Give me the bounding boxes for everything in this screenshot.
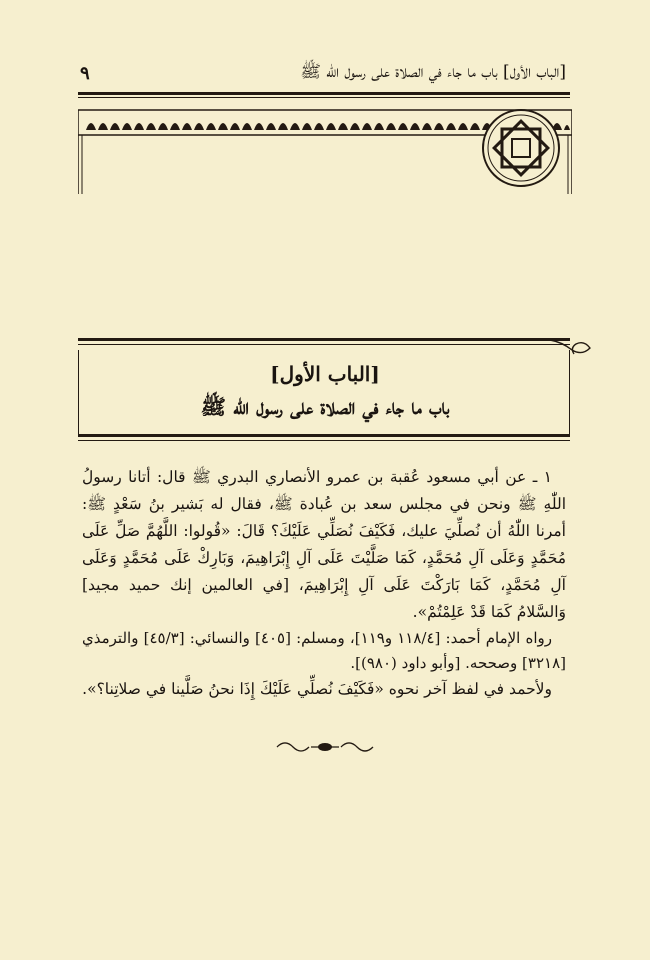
header-rule <box>78 92 570 95</box>
chapter-label: [الباب الأول] <box>270 362 380 386</box>
chapter-rule-bottom <box>78 434 570 437</box>
running-title: [الباب الأول] باب ما جاء في الصلاة على رسول الله ﷺ <box>300 61 566 82</box>
hadith-paragraph: ١ ـ عن أبي مسعود عُقبة بن عمرو الأنصاري البدري ﷺ قال: أتانا رسولُ اللّٰهِ ﷺ ونحن في مجلس سعد بن عُبادة ﷺ، فقال له بَشير بنُ سَعْدٍ ﷺ: أمرنا اللّٰهُ أن نُصلِّيَ عليك، فَكَيْفَ نُصَلِّي عَلَيْكَ؟ قَالَ: «قُولوا: اللَّهُمَّ صَلِّ عَلَى مُحَمَّدٍ وَعَلَى آلِ مُحَمَّدٍ، كَمَا صَلَّيْتَ عَلَى آلِ إِبْرَاهِيمَ، وَبَارِكْ عَلَى مُحَمَّدٍ وَعَلَى آلِ مُحَمَّدٍ، كَمَا بَارَكْتَ عَلَى آلِ إِبْرَاهِيمَ، [في العالمين إنك حميد مجيد] وَالسَّلامُ كَمَا قَدْ عَلِمْتُمْ». <box>82 468 566 621</box>
page-number: ٩ <box>80 62 90 84</box>
medallion-icon <box>483 110 559 186</box>
note-paragraph: ولأحمد في لفظ آخر نحوه «فَكَيْفَ نُصلِّي عَلَيْكَ إِذَا نحنُ صَلَّينا في صلاتِنا؟». <box>82 680 552 698</box>
sources-paragraph: رواه الإمام أحمد: [١١٨/٤ و١١٩]، ومسلم: [٤٠٥] والنسائي: [٤٥/٣] والترمذي [٣٢١٨] وصححه. [وأبو داود (٩٨٠)]. <box>82 629 566 672</box>
ornamental-frame <box>78 104 572 194</box>
chapter-rule-top-thin <box>78 344 570 345</box>
chapter-rule-bottom-thin <box>78 440 570 441</box>
chapter-rule-top <box>78 338 570 341</box>
main-text <box>82 464 566 703</box>
header-rule-thin <box>78 97 570 98</box>
ornament-separator-icon <box>275 738 375 756</box>
chapter-title: باب ما جاء في الصلاة على رسول الله ﷺ <box>200 394 450 419</box>
running-header <box>80 60 566 86</box>
